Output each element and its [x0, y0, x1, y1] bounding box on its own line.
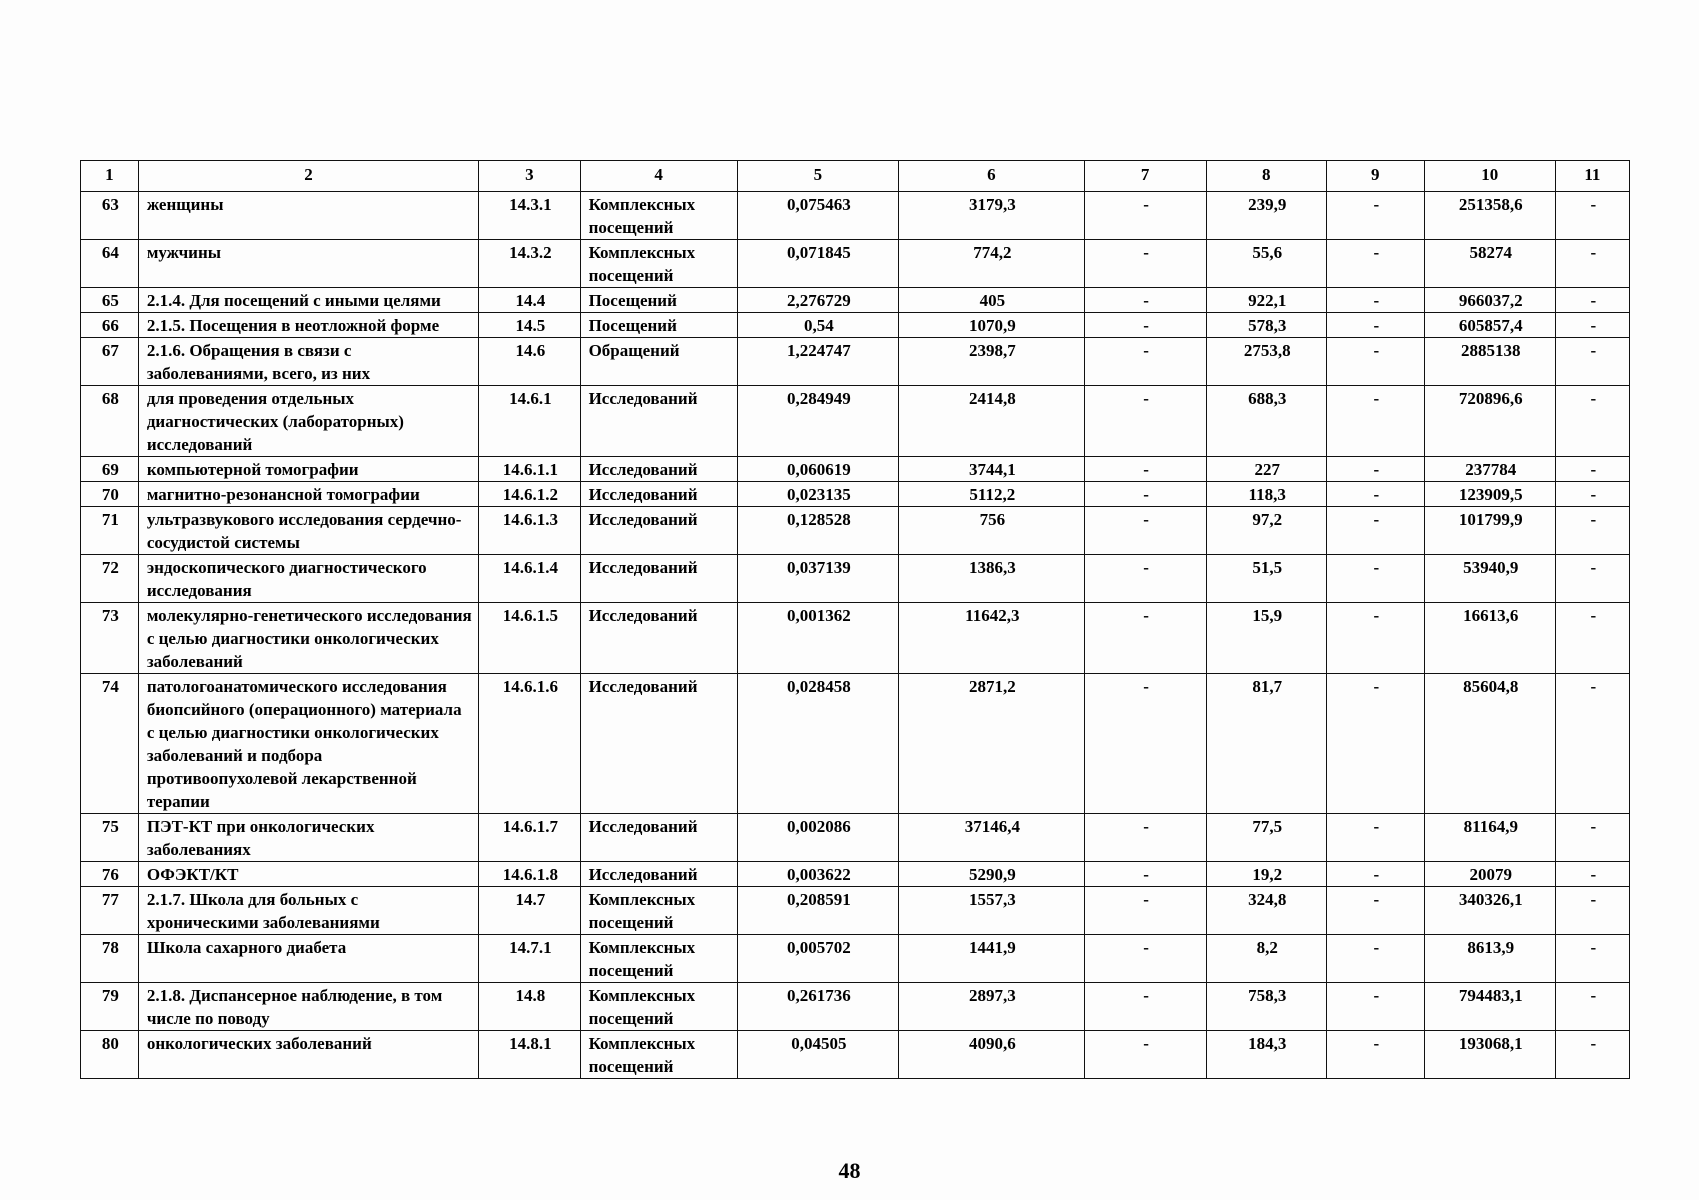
table-cell: Комплексных посещений [580, 192, 737, 240]
table-row [81, 983, 1630, 1031]
table-cell: - [1084, 288, 1206, 313]
table-cell: 720896,6 [1424, 386, 1555, 457]
table-cell: 55,6 [1206, 240, 1326, 288]
table-cell: Комплексных посещений [580, 887, 737, 935]
table-cell: - [1084, 887, 1206, 935]
table-cell: онкологических заболеваний [138, 1031, 478, 1079]
table-cell: - [1084, 338, 1206, 386]
table-cell: ПЭТ-КТ при онкологических заболеваниях [138, 814, 478, 862]
table-cell: 80 [81, 1031, 139, 1079]
table-cell: 14.6.1.8 [479, 862, 580, 887]
table-row [81, 1031, 1630, 1079]
table-cell: 14.3.1 [479, 192, 580, 240]
table-cell: - [1326, 983, 1424, 1031]
table-cell: патологоанатомического исследования биопсийного (операционного) материала с целью диагностики онкологических заболеваний и подбора противоопухолевой лекарственной терапии [138, 674, 478, 814]
table-cell: 64 [81, 240, 139, 288]
table-cell: 193068,1 [1424, 1031, 1555, 1079]
table-cell: 2,276729 [737, 288, 898, 313]
table-cell: 11642,3 [899, 603, 1084, 674]
page-number: 48 [838, 1158, 861, 1183]
table-cell: Исследований [580, 555, 737, 603]
table-row [81, 814, 1630, 862]
table-cell: 37146,4 [899, 814, 1084, 862]
table-cell: 77 [81, 887, 139, 935]
table-row [81, 935, 1630, 983]
table-cell: Исследований [580, 674, 737, 814]
table-cell: - [1555, 1031, 1629, 1079]
table-cell: 71 [81, 507, 139, 555]
table-cell: - [1555, 507, 1629, 555]
table-cell: 15,9 [1206, 603, 1326, 674]
table-cell: - [1084, 674, 1206, 814]
column-header: 9 [1326, 161, 1424, 192]
table-cell: 5290,9 [899, 862, 1084, 887]
table-cell: - [1326, 887, 1424, 935]
table-cell: - [1326, 935, 1424, 983]
table-cell: 0,001362 [737, 603, 898, 674]
table-cell: 14.6 [479, 338, 580, 386]
table-cell: 123909,5 [1424, 482, 1555, 507]
table-row [81, 240, 1630, 288]
table-cell: 78 [81, 935, 139, 983]
table-cell: - [1084, 507, 1206, 555]
table-cell: ОФЭКТ/КТ [138, 862, 478, 887]
table-cell: 0,128528 [737, 507, 898, 555]
table-body [81, 192, 1630, 1079]
table-row [81, 482, 1630, 507]
table-cell: 69 [81, 457, 139, 482]
table-cell: 756 [899, 507, 1084, 555]
table-cell: - [1555, 555, 1629, 603]
table-cell: 0,284949 [737, 386, 898, 457]
table-cell: 14.6.1.1 [479, 457, 580, 482]
table-cell: 227 [1206, 457, 1326, 482]
table-row [81, 555, 1630, 603]
table-cell: Исследований [580, 814, 737, 862]
table-row [81, 288, 1630, 313]
table-cell: 2.1.6. Обращения в связи с заболеваниями, всего, из них [138, 338, 478, 386]
table-cell: 19,2 [1206, 862, 1326, 887]
table-cell: - [1555, 240, 1629, 288]
table-row [81, 862, 1630, 887]
table-cell: 0,028458 [737, 674, 898, 814]
table-cell: - [1084, 555, 1206, 603]
table-cell: 0,037139 [737, 555, 898, 603]
table-cell: 66 [81, 313, 139, 338]
table-cell: - [1326, 288, 1424, 313]
table-cell: - [1326, 603, 1424, 674]
table-cell: 758,3 [1206, 983, 1326, 1031]
table-cell: - [1084, 192, 1206, 240]
table-cell: 14.7.1 [479, 935, 580, 983]
table-cell: 2753,8 [1206, 338, 1326, 386]
table-row [81, 507, 1630, 555]
table-cell: 0,005702 [737, 935, 898, 983]
table-cell: 0,208591 [737, 887, 898, 935]
table-cell: 0,04505 [737, 1031, 898, 1079]
table-cell: Посещений [580, 288, 737, 313]
table-cell: эндоскопического диагностического исследования [138, 555, 478, 603]
table-cell: Комплексных посещений [580, 240, 737, 288]
table-cell: 0,060619 [737, 457, 898, 482]
table-cell: 97,2 [1206, 507, 1326, 555]
column-header: 6 [899, 161, 1084, 192]
table-cell: 8,2 [1206, 935, 1326, 983]
table-cell: - [1555, 935, 1629, 983]
table-cell: - [1555, 674, 1629, 814]
table-cell: ультразвукового исследования сердечно-сосудистой системы [138, 507, 478, 555]
table-cell: 184,3 [1206, 1031, 1326, 1079]
column-header: 10 [1424, 161, 1555, 192]
table-cell: 68 [81, 386, 139, 457]
table-cell: - [1326, 240, 1424, 288]
table-cell: - [1084, 457, 1206, 482]
column-header: 11 [1555, 161, 1629, 192]
table-cell: 14.6.1.2 [479, 482, 580, 507]
table-cell: 79 [81, 983, 139, 1031]
table-cell: 2885138 [1424, 338, 1555, 386]
table-cell: 0,071845 [737, 240, 898, 288]
table-cell: 51,5 [1206, 555, 1326, 603]
table-cell: 2.1.5. Посещения в неотложной форме [138, 313, 478, 338]
table-cell: 1070,9 [899, 313, 1084, 338]
table-cell: - [1326, 338, 1424, 386]
table-cell: 3179,3 [899, 192, 1084, 240]
table-cell: Комплексных посещений [580, 935, 737, 983]
table-cell: 1386,3 [899, 555, 1084, 603]
table-cell: 14.8 [479, 983, 580, 1031]
table-cell: - [1326, 482, 1424, 507]
table-cell: Школа сахарного диабета [138, 935, 478, 983]
table-row [81, 338, 1630, 386]
table-cell: 2.1.4. Для посещений с иными целями [138, 288, 478, 313]
column-header: 4 [580, 161, 737, 192]
table-cell: 605857,4 [1424, 313, 1555, 338]
table-cell: 0,023135 [737, 482, 898, 507]
table-cell: 67 [81, 338, 139, 386]
table-cell: 81,7 [1206, 674, 1326, 814]
table-cell: Исследований [580, 386, 737, 457]
table-cell: 14.6.1.5 [479, 603, 580, 674]
table-cell: мужчины [138, 240, 478, 288]
table-cell: 16613,6 [1424, 603, 1555, 674]
table-cell: - [1326, 386, 1424, 457]
table-cell: 2.1.7. Школа для больных с хроническими заболеваниями [138, 887, 478, 935]
table-cell: 688,3 [1206, 386, 1326, 457]
table-header-row [81, 161, 1630, 192]
table-cell: - [1084, 814, 1206, 862]
table-cell: 72 [81, 555, 139, 603]
table-cell: 1,224747 [737, 338, 898, 386]
table-cell: 1441,9 [899, 935, 1084, 983]
table-cell: 14.3.2 [479, 240, 580, 288]
table-cell: Комплексных посещений [580, 983, 737, 1031]
table-cell: 14.6.1.4 [479, 555, 580, 603]
table-cell: 14.6.1.6 [479, 674, 580, 814]
table-cell: 5112,2 [899, 482, 1084, 507]
table-cell: - [1084, 313, 1206, 338]
table-cell: 251358,6 [1424, 192, 1555, 240]
table-cell: 2897,3 [899, 983, 1084, 1031]
table-cell: 0,261736 [737, 983, 898, 1031]
table-cell: - [1555, 603, 1629, 674]
table-cell: 20079 [1424, 862, 1555, 887]
table-cell: 774,2 [899, 240, 1084, 288]
table-row [81, 192, 1630, 240]
table-cell: Комплексных посещений [580, 1031, 737, 1079]
table-cell: Исследований [580, 862, 737, 887]
table-cell: - [1084, 240, 1206, 288]
table-cell: 0,003622 [737, 862, 898, 887]
table-cell: Обращений [580, 338, 737, 386]
data-table [80, 160, 1630, 1079]
table-cell: 340326,1 [1424, 887, 1555, 935]
table-cell: - [1555, 887, 1629, 935]
table-cell: Посещений [580, 313, 737, 338]
table-cell: - [1084, 482, 1206, 507]
table-row [81, 386, 1630, 457]
table-cell: - [1555, 386, 1629, 457]
table-cell: 2.1.8. Диспансерное наблюдение, в том числе по поводу [138, 983, 478, 1031]
table-cell: 74 [81, 674, 139, 814]
column-header: 5 [737, 161, 898, 192]
table-cell: 578,3 [1206, 313, 1326, 338]
table-cell: 922,1 [1206, 288, 1326, 313]
table-cell: 118,3 [1206, 482, 1326, 507]
table-cell: - [1326, 457, 1424, 482]
table-cell: 14.8.1 [479, 1031, 580, 1079]
table-cell: - [1084, 386, 1206, 457]
table-cell: 14.6.1 [479, 386, 580, 457]
table-cell: - [1555, 288, 1629, 313]
table-cell: 81164,9 [1424, 814, 1555, 862]
table-cell: Исследований [580, 603, 737, 674]
table-cell: 0,002086 [737, 814, 898, 862]
table-cell: - [1555, 983, 1629, 1031]
table-cell: 76 [81, 862, 139, 887]
table-row [81, 313, 1630, 338]
table-cell: 405 [899, 288, 1084, 313]
table-cell: 70 [81, 482, 139, 507]
table-cell: Исследований [580, 457, 737, 482]
table-cell: - [1326, 507, 1424, 555]
table-cell: 3744,1 [899, 457, 1084, 482]
table-cell: 14.6.1.3 [479, 507, 580, 555]
table-cell: 2398,7 [899, 338, 1084, 386]
table-cell: Исследований [580, 482, 737, 507]
table-cell: магнитно-резонансной томографии [138, 482, 478, 507]
table-cell: 85604,8 [1424, 674, 1555, 814]
table-cell: 14.4 [479, 288, 580, 313]
table-cell: - [1555, 457, 1629, 482]
table-cell: - [1326, 192, 1424, 240]
table-cell: 101799,9 [1424, 507, 1555, 555]
table-cell: 0,54 [737, 313, 898, 338]
table-cell: Исследований [580, 507, 737, 555]
table-cell: - [1084, 1031, 1206, 1079]
column-header: 3 [479, 161, 580, 192]
table-cell: 324,8 [1206, 887, 1326, 935]
table-cell: 58274 [1424, 240, 1555, 288]
table-cell: 237784 [1424, 457, 1555, 482]
table-cell: 77,5 [1206, 814, 1326, 862]
table-cell: женщины [138, 192, 478, 240]
table-cell: 14.7 [479, 887, 580, 935]
table-cell: 14.6.1.7 [479, 814, 580, 862]
column-header: 8 [1206, 161, 1326, 192]
table-cell: 14.5 [479, 313, 580, 338]
table-cell: - [1084, 935, 1206, 983]
table-cell: - [1326, 674, 1424, 814]
table-cell: - [1555, 862, 1629, 887]
table-cell: - [1084, 603, 1206, 674]
table-cell: 1557,3 [899, 887, 1084, 935]
table-cell: - [1555, 313, 1629, 338]
table-row [81, 674, 1630, 814]
column-header: 1 [81, 161, 139, 192]
table-cell: 53940,9 [1424, 555, 1555, 603]
column-header: 7 [1084, 161, 1206, 192]
table-row [81, 887, 1630, 935]
table-cell: для проведения отдельных диагностических (лабораторных) исследований [138, 386, 478, 457]
table-cell: 63 [81, 192, 139, 240]
table-cell: компьютерной томографии [138, 457, 478, 482]
table-cell: 65 [81, 288, 139, 313]
table-cell: - [1555, 338, 1629, 386]
table-cell: 966037,2 [1424, 288, 1555, 313]
table-cell: 2871,2 [899, 674, 1084, 814]
table-row [81, 457, 1630, 482]
table-cell: 75 [81, 814, 139, 862]
table-cell: - [1326, 555, 1424, 603]
table-cell: - [1326, 862, 1424, 887]
table-cell: - [1084, 983, 1206, 1031]
column-header: 2 [138, 161, 478, 192]
table-row [81, 603, 1630, 674]
table-cell: - [1555, 814, 1629, 862]
table-cell: 0,075463 [737, 192, 898, 240]
table-cell: - [1555, 482, 1629, 507]
table-cell: - [1084, 862, 1206, 887]
table-cell: - [1326, 313, 1424, 338]
table-cell: - [1326, 814, 1424, 862]
table-cell: 73 [81, 603, 139, 674]
table-cell: 794483,1 [1424, 983, 1555, 1031]
table-cell: 8613,9 [1424, 935, 1555, 983]
table-cell: - [1326, 1031, 1424, 1079]
table-cell: - [1555, 192, 1629, 240]
table-cell: молекулярно-генетического исследования с целью диагностики онкологических заболеваний [138, 603, 478, 674]
table-cell: 2414,8 [899, 386, 1084, 457]
table-cell: 239,9 [1206, 192, 1326, 240]
table-cell: 4090,6 [899, 1031, 1084, 1079]
